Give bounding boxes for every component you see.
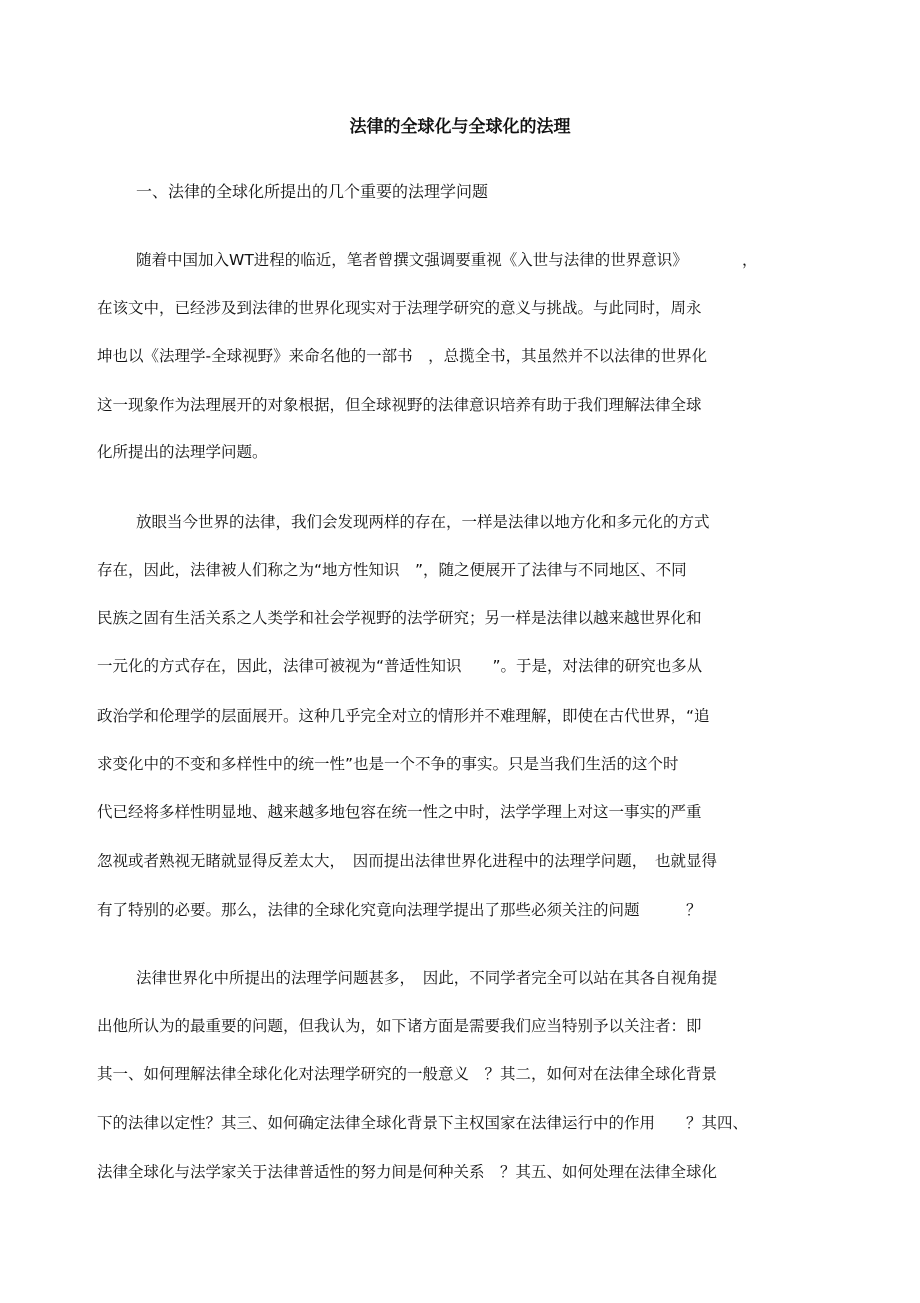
paragraph-2-line-9: 有了特别的必要。那么，法律的全球化究竟向法理学提出了那些必须关注的问题 ？ xyxy=(97,901,702,919)
paragraph-3-line-2: 出他所认为的最重要的问题，但我认为，如下诸方面是需要我们应当特别予以关注者：即 xyxy=(97,1017,702,1035)
paragraph-2-line-7: 代已经将多样性明显地、越来越多地包容在统一性之中时，法学学理上对这一事实的严重 xyxy=(97,803,702,821)
paragraph-3-line-5: 法律全球化与法学家关于法律普适性的努力间是何种关系 ？其五、如何处理在法律全球化 xyxy=(97,1163,718,1181)
paragraph-1-line-5: 化所提出的法理学问题。 xyxy=(97,443,268,461)
paragraph-2-line-3: 民族之固有生活关系之人类学和社会学视野的法学研究；另一样是法律以越来越世界化和 xyxy=(97,609,702,627)
paragraph-2-line-5: 政治学和伦理学的层面展开。这种几乎完全对立的情形并不难理解，即使在古代世界，“追 xyxy=(97,707,710,725)
paragraph-3-line-3: 其一、如何理解法律全球化化对法理学研究的一般意义 ？其二，如何对在法律全球化背景 xyxy=(97,1065,718,1083)
paragraph-1-line-1: 随着中国加入WT进程的临近，笔者曾撰文强调要重视《入世与法律的世界意识》 ， xyxy=(136,251,758,269)
paragraph-1-line-2: 在该文中，已经涉及到法律的世界化现实对于法理学研究的意义与挑战。与此同时，周永 xyxy=(97,299,702,317)
paragraph-2-line-1: 放眼当今世界的法律，我们会发现两样的存在，一样是法律以地方化和多元化的方式 xyxy=(136,513,710,531)
paragraph-2-line-6: 求变化中的不变和多样性中的统一性”也是一个不争的事实。只是当我们生活的这个时 xyxy=(97,755,679,773)
section-heading: 一、法律的全球化所提出的几个重要的法理学问题 xyxy=(136,182,489,201)
paragraph-2-line-2: 存在，因此，法律被人们称之为“地方性知识 ”，随之便展开了法律与不同地区、不同 xyxy=(97,561,687,579)
paragraph-1-line-3: 坤也以《法理学-全球视野》来命名他的一部书 ，总揽全书，其虽然并不以法律的世界化 xyxy=(97,347,708,365)
paragraph-3-line-4: 下的法律以定性？其三、如何确定法律全球化背景下主权国家在法律运行中的作用 ？其四、 xyxy=(97,1114,749,1132)
paragraph-3-line-1: 法律世界化中所提出的法理学问题甚多， 因此，不同学者完全可以站在其各自视角提 xyxy=(136,969,718,987)
document-title: 法律的全球化与全球化的法理 xyxy=(349,117,571,137)
paragraph-2-line-8: 忽视或者熟视无睹就显得反差太大， 因而提出法律世界化进程中的法理学问题， 也就显得 xyxy=(97,852,718,870)
paragraph-2-line-4: 一元化的方式存在，因此，法律可被视为“普适性知识 ”。于是，对法律的研究也多从 xyxy=(97,657,703,675)
paragraph-1-line-4: 这一现象作为法理展开的对象根据，但全球视野的法律意识培养有助于我们理解法律全球 xyxy=(97,396,702,414)
